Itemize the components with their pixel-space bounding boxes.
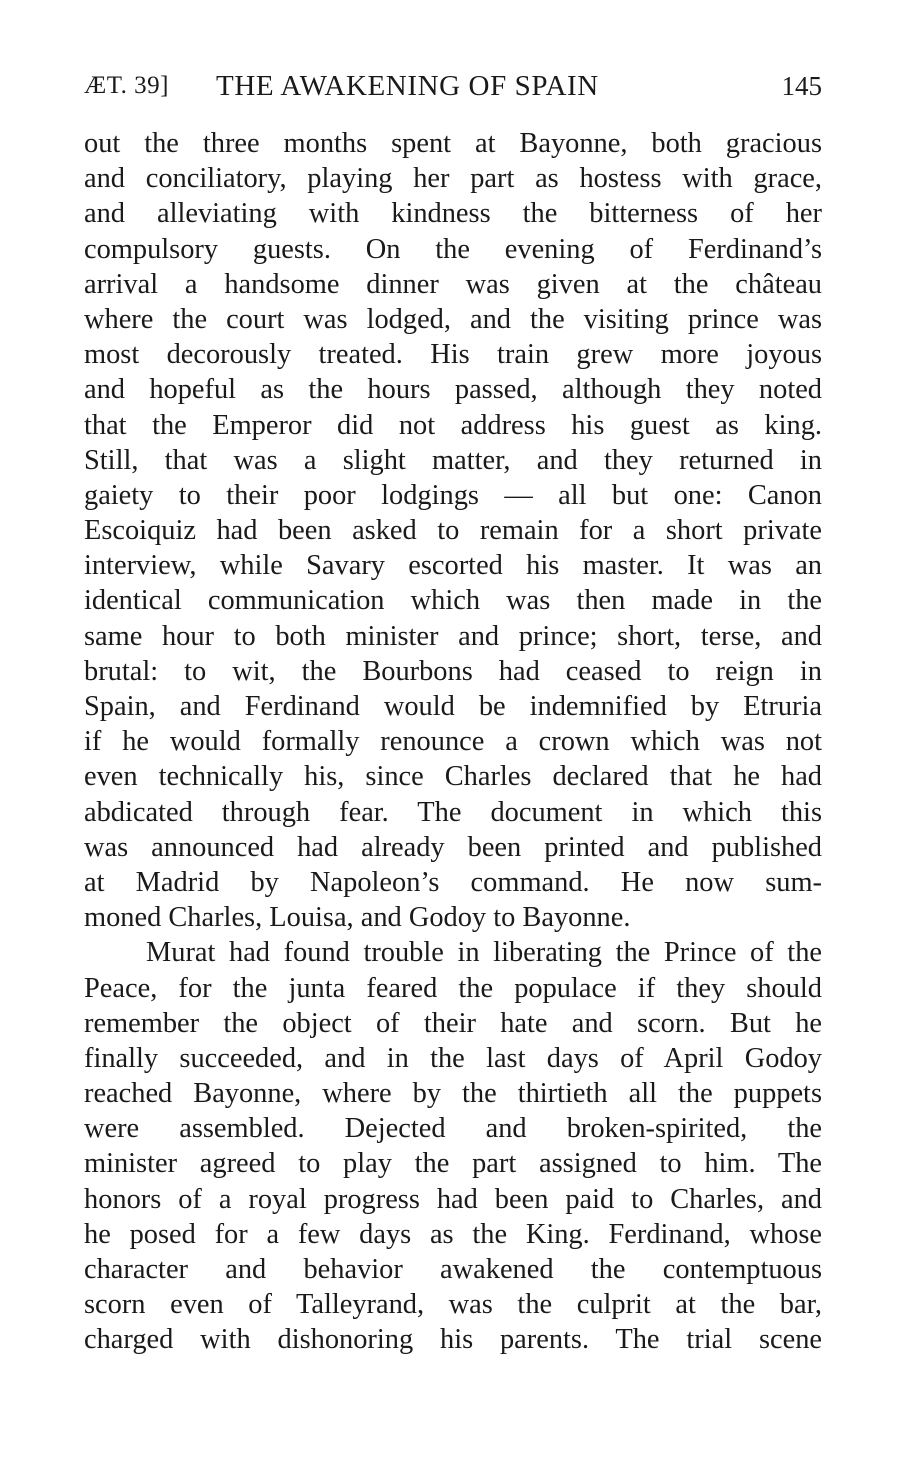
paragraph <box>84 126 822 935</box>
page-number: 145 <box>781 71 822 101</box>
text-line: character and behavior awakened the contemptuous <box>84 1254 822 1285</box>
text-line: gaiety to their poor lodgings — all but one: Canon <box>84 479 822 511</box>
text-line: and conciliatory, playing her part as hostess with grace, <box>84 163 822 195</box>
text-line: where the court was lodged, and the visiting prince was <box>84 303 822 335</box>
text-line: Still, that was a slight matter, and they returned in <box>84 444 822 476</box>
text-line: out the three months spent at Bayonne, both gracious <box>84 128 822 159</box>
text-line: most decorously treated. His train grew more joyous <box>84 339 822 371</box>
text-line: compulsory guests. On the evening of Ferdinand’s <box>84 233 822 265</box>
text-line: was announced had already been printed and published <box>84 831 822 863</box>
text-line: moned Charles, Louisa, and Godoy to Bayonne. <box>84 902 631 934</box>
text-line: interview, while Savary escorted his master. It was an <box>84 550 822 582</box>
paragraph <box>84 935 822 1357</box>
text-line: charged with dishonoring his parents. The trial scene <box>84 1324 822 1356</box>
text-line: remember the object of their hate and scorn. But he <box>84 1007 822 1039</box>
text-line: Peace, for the junta feared the populace if they should <box>84 972 822 1004</box>
text-line: finally succeeded, and in the last days of April Godoy <box>84 1042 822 1074</box>
text-line: Escoiquiz had been asked to remain for a short private <box>84 515 822 547</box>
text-line: even technically his, since Charles declared that he had <box>84 761 822 793</box>
running-head <box>84 66 822 106</box>
text-line: minister agreed to play the part assigned to him. The <box>84 1148 822 1180</box>
text-line: and hopeful as the hours passed, although they noted <box>84 374 822 406</box>
text-line: were assembled. Dejected and broken-spirited, the <box>84 1113 822 1145</box>
text-line: identical communication which was then made in the <box>84 585 822 617</box>
body-text <box>84 126 822 1358</box>
text-line: scorn even of Talleyrand, was the culprit at the bar, <box>84 1289 822 1321</box>
text-line: that the Emperor did not address his guest as king. <box>84 409 822 441</box>
text-line: same hour to both minister and prince; short, terse, and <box>84 620 822 652</box>
text-line: he posed for a few days as the King. Ferdinand, whose <box>84 1218 822 1250</box>
text-line: arrival a handsome dinner was given at the château <box>84 268 822 300</box>
text-line: at Madrid by Napoleon’s command. He now sum- <box>84 866 822 898</box>
text-line: reached Bayonne, where by the thirtieth all the puppets <box>84 1078 822 1110</box>
text-line: brutal: to wit, the Bourbons had ceased to reign in <box>84 655 822 687</box>
text-line: abdicated through fear. The document in which this <box>84 796 822 828</box>
text-line: Murat had found trouble in liberating the Prince of the <box>146 937 822 969</box>
running-head-age: ÆT. 39] <box>84 72 169 99</box>
text-line: if he would formally renounce a crown which was not <box>84 726 822 758</box>
text-line: honors of a royal progress had been paid to Charles, and <box>84 1183 822 1215</box>
text-line: Spain, and Ferdinand would be indemnified by Etruria <box>84 691 822 722</box>
running-head-title: THE AWAKENING OF SPAIN <box>216 70 599 102</box>
text-line: and alleviating with kindness the bitterness of her <box>84 198 822 230</box>
